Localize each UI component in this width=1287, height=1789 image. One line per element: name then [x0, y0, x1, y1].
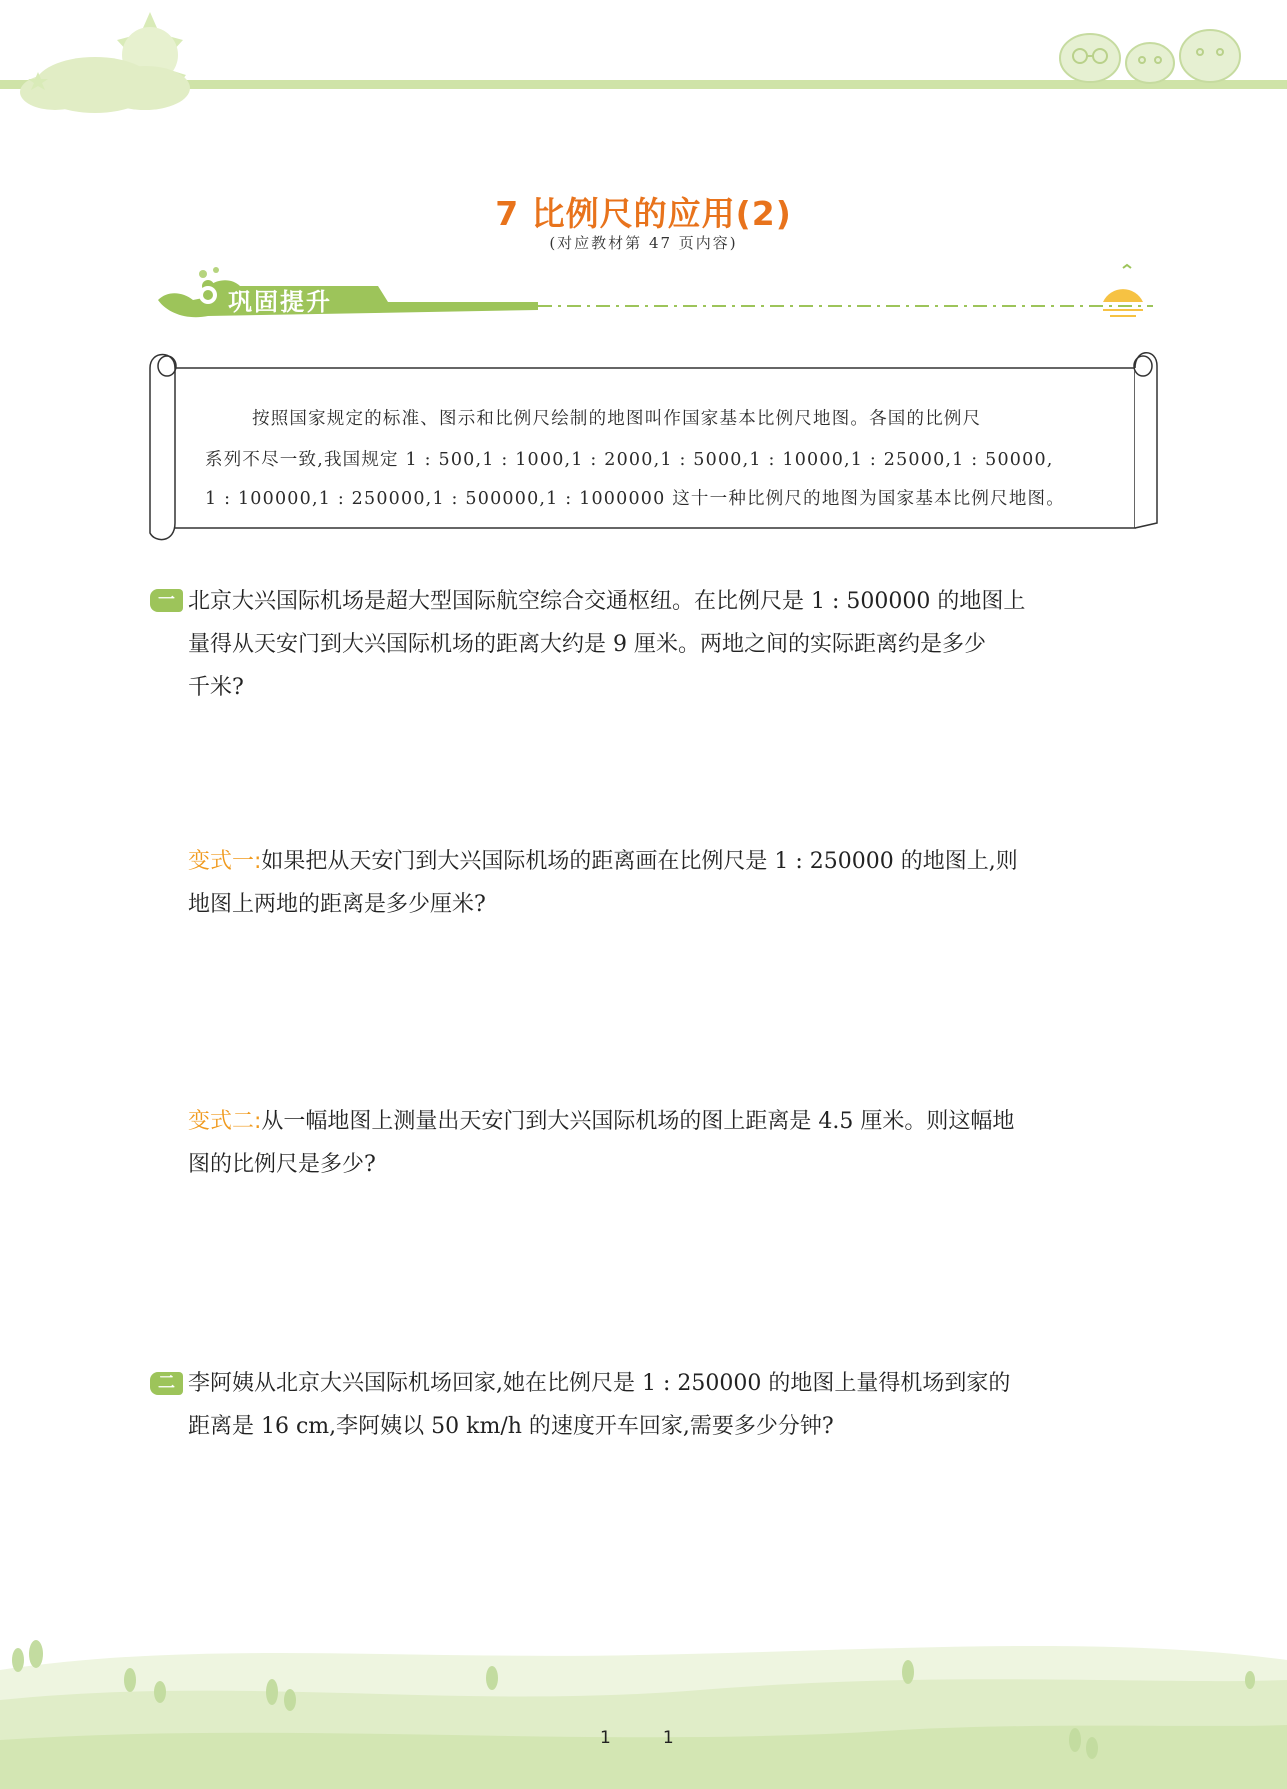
variant-1-text: [188, 840, 1156, 926]
lesson-title: 7 比例尺的应用(2): [495, 194, 792, 233]
lesson-subtitle: (对应教材第 47 页内容): [549, 234, 738, 252]
scroll-note-line: 按照国家规定的标准、图示和比例尺绘制的地图叫作国家基本比例尺地图。各国的比例尺: [252, 409, 982, 429]
scroll-note-frame: [145, 338, 1160, 548]
variant-2-text: [188, 1100, 1156, 1186]
problem-number-badge: [150, 1372, 183, 1395]
problem-line: 李阿姨从北京大兴国际机场回家,她在比例尺是 1 : 250000 的地图上量得机场到家的: [188, 1371, 1011, 1396]
scroll-note-line: 1 : 100000,1 : 250000,1 : 500000,1 : 1000000 这十一种比例尺的地图为国家基本比例尺地图。: [205, 489, 1065, 509]
problem-number-badge: [150, 589, 183, 612]
section-label: 巩固提升: [228, 288, 332, 316]
problem-number: 一: [158, 590, 175, 610]
problem-number: 二: [158, 1373, 175, 1393]
hills-decoration: [0, 1630, 1287, 1789]
problem-1-text: [188, 580, 1156, 709]
problem-line: 图的比例尺是多少?: [188, 1152, 376, 1177]
problem-line: 如果把从天安门到大兴国际机场的距离画在比例尺是 1 : 250000 的地图上,则: [261, 849, 1018, 874]
problem-line: 千米?: [188, 675, 244, 700]
problem-line: 从一幅地图上测量出天安门到大兴国际机场的图上距离是 4.5 厘米。则这幅地: [261, 1109, 1015, 1134]
problem-line: 北京大兴国际机场是超大型国际航空综合交通枢纽。在比例尺是 1 : 500000 的地图上: [188, 589, 1026, 614]
problem-line: 距离是 16 cm,李阿姨以 50 km/h 的速度开车回家,需要多少分钟?: [188, 1414, 834, 1439]
variant-label: 变式一:: [188, 849, 262, 874]
problem-line: 量得从天安门到大兴国际机场的距离大约是 9 厘米。两地之间的实际距离约是多少: [188, 632, 986, 657]
animal-faces-icon: [1050, 18, 1250, 88]
problem-line: 地图上两地的距离是多少厘米?: [188, 892, 486, 917]
sun-cloud-icon: [0, 0, 230, 115]
page-number: 11: [600, 1728, 726, 1748]
variant-label: 变式二:: [188, 1109, 262, 1134]
scroll-note-line: 系列不尽一致,我国规定 1 : 500,1 : 1000,1 : 2000,1 : 5000,1 : 10000,1 : 25000,1 : 50000,: [205, 450, 1054, 470]
problem-2-text: [188, 1362, 1156, 1448]
